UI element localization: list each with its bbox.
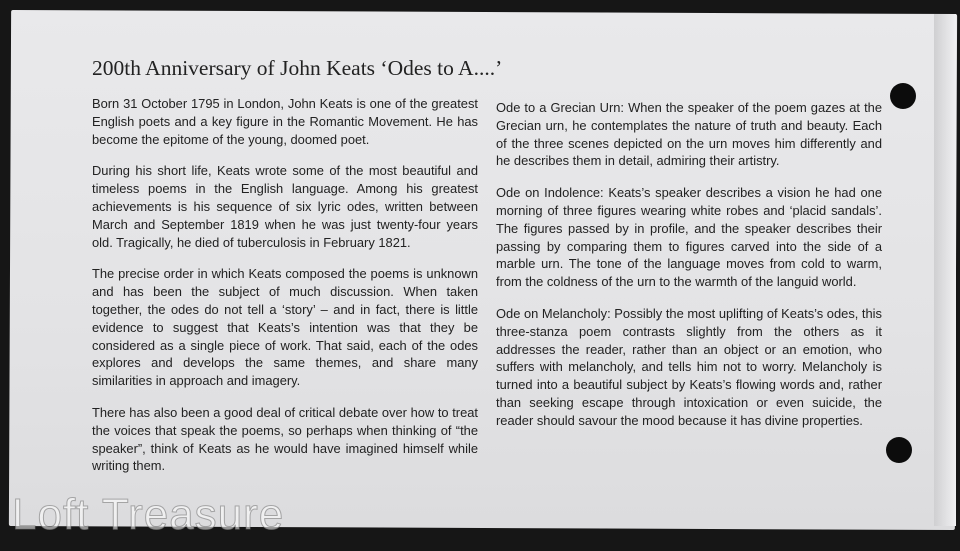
right-column	[496, 99, 882, 444]
paragraph-speaker: There has also been a good deal of critical debate over how to treat the voices that speak the poems, so perhaps when thinking of “the speaker”, think of Keats as he would have imagined himself while writing them.	[92, 404, 478, 474]
left-column	[92, 95, 478, 489]
paragraph-short-life: During his short life, Keats wrote some of the most beautiful and timeless poems in the English language. Among his greatest achievements is his sequence of six lyric odes, written between March and September 1819 when he was just twenty-four years old. Tragically, he died of tuberculosis in February 1821.	[92, 163, 478, 250]
paragraph-indolence: Ode on Indolence: Keats’s speaker describes a vision he had one morning of three figures wearing white robes and ‘placid sandals’. The figures passed by in profile, and the speaker describes their passing by comparing them to figures carved into the side of a marble urn. The tone of the language moves from cold to warm, from the coldness of the urn to the warmth of the languid world.	[496, 185, 882, 290]
watermark: Loft Treasure	[12, 490, 285, 539]
paragraph-melancholy: Ode on Melancholy: Possibly the most uplifting of Keats’s odes, this three-stanza poem contrasts slightly from the others as it addresses the reader, rather than an object or an emotion, who suffers with melancholy, and tells him not to worry. Melancholy is turned into a beautiful subject by Keats’s flowing words and, rather than seeking escape through intoxication or even suicide, the reader should savour the mood because it has divine properties.	[496, 305, 882, 428]
paragraph-order: The precise order in which Keats composed the poems is unknown and has been the subject of much discussion. When taken together, the odes do not tell a ‘story’ – and in fact, there is little evidence to suggest that Keats’s intention was that they be considered as a single piece of work. That said, each of the odes explores and develops the same themes, and share many similarities in approach and imagery.	[92, 266, 478, 389]
card-title: 200th Anniversary of John Keats ‘Odes to A....’	[92, 56, 503, 80]
card-fold	[934, 14, 956, 526]
paragraph-intro: Born 31 October 1795 in London, John Keats is one of the greatest English poets and a key figure in the Romantic Movement. He has become the epitome of the young, doomed poet.	[92, 96, 478, 147]
paragraph-grecian-urn: Ode to a Grecian Urn: When the speaker of the poem gazes at the Grecian urn, he contemplates the nature of truth and beauty. Each of the three scenes depicted on the urn moves him differently and he describes them in detail, admiring their artistry.	[496, 100, 882, 169]
punch-hole-bottom	[886, 437, 912, 463]
punch-hole-top	[890, 83, 916, 109]
